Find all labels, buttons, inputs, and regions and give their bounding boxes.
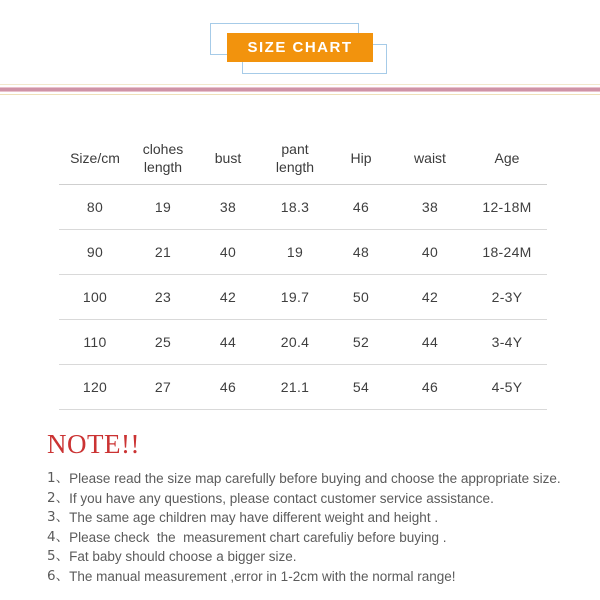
col-header-bust: bust bbox=[195, 133, 261, 185]
table-cell: 38 bbox=[393, 185, 467, 230]
note-list bbox=[47, 469, 567, 586]
table-cell: 40 bbox=[195, 230, 261, 275]
note-number: 1、 bbox=[47, 470, 70, 486]
col-header-pant-length: pant length bbox=[261, 133, 329, 185]
table-cell: 48 bbox=[329, 230, 393, 275]
table-cell: 3-4Y bbox=[467, 320, 547, 365]
table-cell: 19 bbox=[131, 185, 195, 230]
note-text: If you have any questions, please contact customer service assistance. bbox=[69, 490, 494, 506]
table-cell: 90 bbox=[59, 230, 131, 275]
table-cell: 2-3Y bbox=[467, 275, 547, 320]
list-item bbox=[47, 489, 567, 509]
size-table bbox=[59, 133, 547, 410]
table-cell: 46 bbox=[329, 185, 393, 230]
table-cell: 12-18M bbox=[467, 185, 547, 230]
table-cell: 46 bbox=[195, 365, 261, 410]
table-cell: 50 bbox=[329, 275, 393, 320]
table-cell: 100 bbox=[59, 275, 131, 320]
decor-striped-divider bbox=[0, 84, 600, 95]
table-row bbox=[59, 320, 547, 365]
table-cell: 52 bbox=[329, 320, 393, 365]
table-cell: 42 bbox=[393, 275, 467, 320]
col-header-clothes-length: clohes length bbox=[131, 133, 195, 185]
note-number: 3、 bbox=[47, 509, 70, 525]
list-item bbox=[47, 508, 567, 528]
table-header-row bbox=[59, 133, 547, 185]
list-item bbox=[47, 547, 567, 567]
note-text: Please read the size map carefully before buying and choose the appropriate size. bbox=[69, 471, 561, 486]
col-header-size: Size/cm bbox=[59, 133, 131, 185]
table-cell: 18.3 bbox=[261, 185, 329, 230]
title-banner bbox=[227, 33, 373, 62]
table-row bbox=[59, 275, 547, 320]
size-table-header bbox=[59, 133, 547, 185]
table-row bbox=[59, 185, 547, 230]
table-cell: 19.7 bbox=[261, 275, 329, 320]
note-text: The same age children may have different weight and height . bbox=[69, 510, 439, 525]
note-number: 6、 bbox=[47, 567, 70, 584]
table-cell: 40 bbox=[393, 230, 467, 275]
table-row bbox=[59, 230, 547, 275]
table-cell: 110 bbox=[59, 320, 131, 365]
table-cell: 120 bbox=[59, 365, 131, 410]
table-cell: 46 bbox=[393, 365, 467, 410]
col-header-age: Age bbox=[467, 133, 547, 185]
note-text: The manual measurement ,error in 1-2cm with the normal range! bbox=[69, 568, 456, 584]
table-cell: 44 bbox=[195, 320, 261, 365]
table-cell: 54 bbox=[329, 365, 393, 410]
table-cell: 23 bbox=[131, 275, 195, 320]
table-cell: 20.4 bbox=[261, 320, 329, 365]
note-number: 2、 bbox=[47, 489, 70, 506]
table-cell: 21.1 bbox=[261, 365, 329, 410]
col-header-waist: waist bbox=[393, 133, 467, 185]
note-number: 5、 bbox=[47, 548, 70, 564]
col-header-hip: Hip bbox=[329, 133, 393, 185]
table-cell: 80 bbox=[59, 185, 131, 230]
table-cell: 25 bbox=[131, 320, 195, 365]
page-title: SIZE CHART bbox=[247, 39, 353, 56]
note-heading: NOTE!! bbox=[47, 429, 140, 459]
divider-stripe bbox=[0, 94, 600, 95]
table-cell: 18-24M bbox=[467, 230, 547, 275]
table-cell: 21 bbox=[131, 230, 195, 275]
table-cell: 27 bbox=[131, 365, 195, 410]
list-item bbox=[47, 528, 567, 548]
header bbox=[0, 0, 600, 84]
note-text: Fat baby should choose a bigger size. bbox=[69, 549, 297, 564]
table-cell: 19 bbox=[261, 230, 329, 275]
size-table-body bbox=[59, 185, 547, 410]
table-row bbox=[59, 365, 547, 410]
note-number: 4、 bbox=[47, 528, 70, 545]
list-item bbox=[47, 469, 567, 489]
table-cell: 4-5Y bbox=[467, 365, 547, 410]
table-cell: 44 bbox=[393, 320, 467, 365]
table-cell: 42 bbox=[195, 275, 261, 320]
list-item bbox=[47, 567, 567, 587]
note-text: Please check the measurement chart carefuliy before buying . bbox=[69, 529, 447, 545]
table-cell: 38 bbox=[195, 185, 261, 230]
